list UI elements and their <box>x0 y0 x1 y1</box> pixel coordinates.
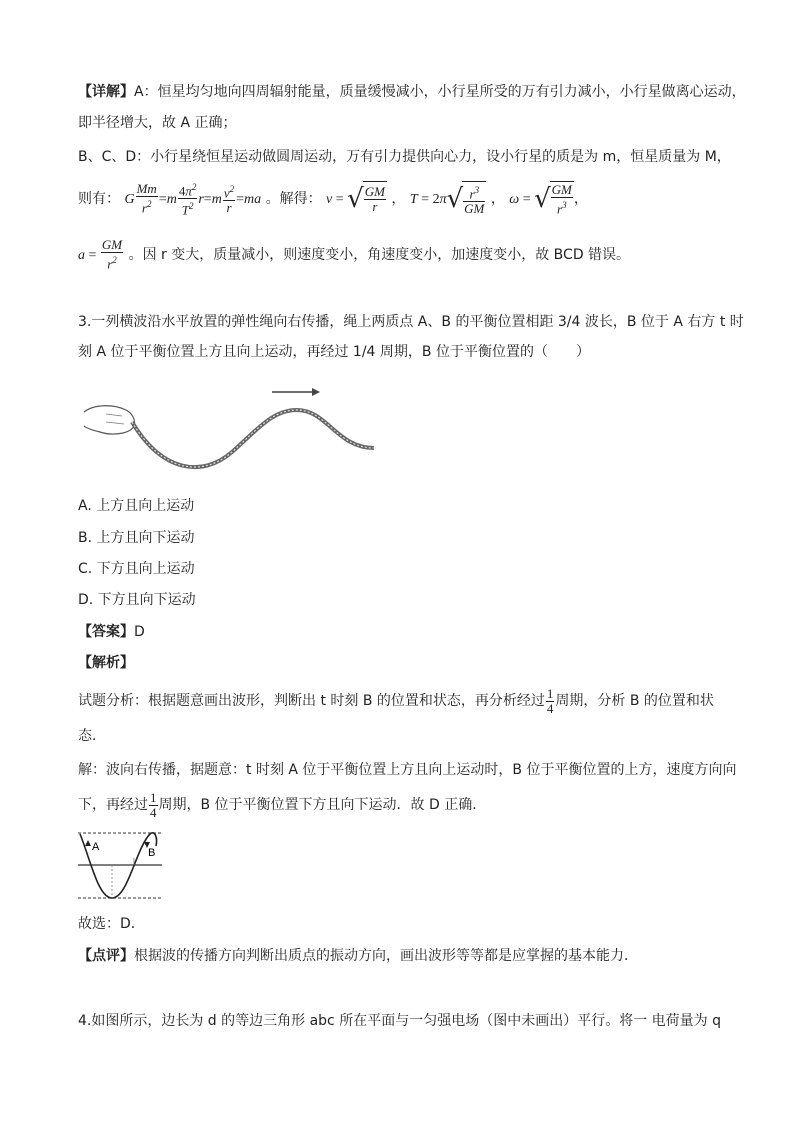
q3-option-a: A. 上方且向上运动 <box>78 498 195 514</box>
frac-v2-r: $\frac{v^2}{r}$ <box>223 184 235 216</box>
hand-icon <box>84 406 135 434</box>
rope-wave <box>132 410 374 467</box>
hand-fingers <box>106 414 124 424</box>
detail-line-2: 即半径增大，故 A 正确； <box>78 115 237 131</box>
comment-text: 根据波的传播方向判断出质点的振动方向，画出波形等等都是应掌握的基本能力． <box>134 948 638 964</box>
q3-solution-line-1: 解：波向右传播，据题意：t 时刻 A 位于平衡位置上方且向上运动时，B 位于平衡位置的上方，速度方向向 <box>78 762 737 778</box>
frac-4pi2-T2: $\frac{4\pi^2}{T^2}$ <box>178 182 197 218</box>
formula-gravity: G <box>124 191 135 207</box>
q3-option-c: C. 下方且向上运动 <box>78 561 195 577</box>
sqrt-r3-GM: √ $\frac{r^3}{GM}$ <box>447 181 487 217</box>
q3-option-d: D. 下方且向下运动 <box>78 592 196 608</box>
frac-Mm-r2: $\frac{Mm}{r^2}$ <box>136 181 157 216</box>
comment-label: 【点评】 <box>78 948 134 964</box>
q3-analysis-line-1 <box>78 684 714 718</box>
analysis-text-a: 试题分析：根据题意画出波形，判断出 t 时刻 B 的位置和状态，再分析经过 <box>78 693 545 709</box>
sqrt-GM-r: √ $\frac{GM}{r}$ <box>347 181 387 217</box>
formula-solve: 。解得： <box>265 190 322 207</box>
q3-line-2: 刻 A 位于平衡位置上方且向上运动，再经过 1/4 周期，B 位于平衡位置的（ ） <box>78 344 590 360</box>
arrow-up-a <box>85 840 91 846</box>
q3-comment <box>78 946 638 966</box>
detail-formula-line: 则有： G $\frac{Mm}{r^2}$ =m $\frac{4\pi^2}{T^2}$ r=m $\frac{v^2}{r}$ =ma 。解得： v = √ $\frac{GM}{r}$ ， T = 2π√ $\frac{r^3}{GM}$ ， ω = √ $\frac{GM}{r^3}$ ， <box>78 181 588 218</box>
detail-line-1-text: A：恒星均匀地向四周辐射能量，质量缓慢减小，小行星所受的万有引力减小，小行星做离心运动， <box>134 84 746 100</box>
analysis-text-b: 周期，分析 B 的位置和状 <box>555 693 714 709</box>
q3-choose: 故选：D． <box>78 916 145 932</box>
detail-line-1 <box>78 82 746 102</box>
frac-GM-r2: $\frac{GM}{r^2}$ <box>101 237 123 272</box>
frac-one-quarter-2: $\frac{1}{4}$ <box>150 789 157 820</box>
q3-answer <box>78 622 145 642</box>
label-b: B <box>148 847 156 859</box>
label-a: A <box>92 841 100 853</box>
q3-line-1: 3.一列横波沿水平放置的弹性绳向右传播，绳上两质点 A、B 的平衡位置相距 3/4 波长，B 位于 A 右方 t 时 <box>78 314 744 330</box>
solution-text-b: 周期，B 位于平衡位置下方且向下运动．故 D 正确． <box>158 797 487 813</box>
q3-analysis-line-2: 态． <box>78 728 106 744</box>
answer-value: D <box>134 624 145 640</box>
detail-label: 【详解】 <box>78 84 134 100</box>
detail-line-3: B、C、D：小行星绕恒星运动做圆周运动，万有引力提供向心力，设小行星的质是为 m，恒星质量为 M， <box>78 149 731 165</box>
sqrt-GM-r3: √ $\frac{GM}{r^3}$ <box>534 182 572 217</box>
q3-option-b: B. 上方且向下运动 <box>78 530 195 546</box>
detail-line-5: a = $\frac{GM}{r^2}$ 。因 r 变大，质量减小，则速度变小，角速度变小，加速度变小，故 BCD 错误。 <box>78 237 631 272</box>
frac-one-quarter-1: $\frac{1}{4}$ <box>546 685 554 716</box>
rope-wave-figure <box>82 382 382 482</box>
arrow-head <box>312 388 320 396</box>
formula-prefix: 则有： <box>78 190 120 207</box>
detail-line-5-text: 。因 r 变大，质量减小，则速度变小，角速度变小，加速度变小，故 BCD 错误。 <box>128 247 631 263</box>
q3-solution-line-2 <box>78 788 486 822</box>
q3-analysis-label: 【解析】 <box>78 655 134 671</box>
waveform-diagram <box>76 828 166 902</box>
solution-text-a: 下，再经过 <box>78 797 148 813</box>
q4-line-1: 4.如图所示，边长为 d 的等边三角形 abc 所在平面与一匀强电场（图中未画出）平行。将一 电荷量为 q <box>78 1013 721 1029</box>
answer-label: 【答案】 <box>78 624 134 640</box>
